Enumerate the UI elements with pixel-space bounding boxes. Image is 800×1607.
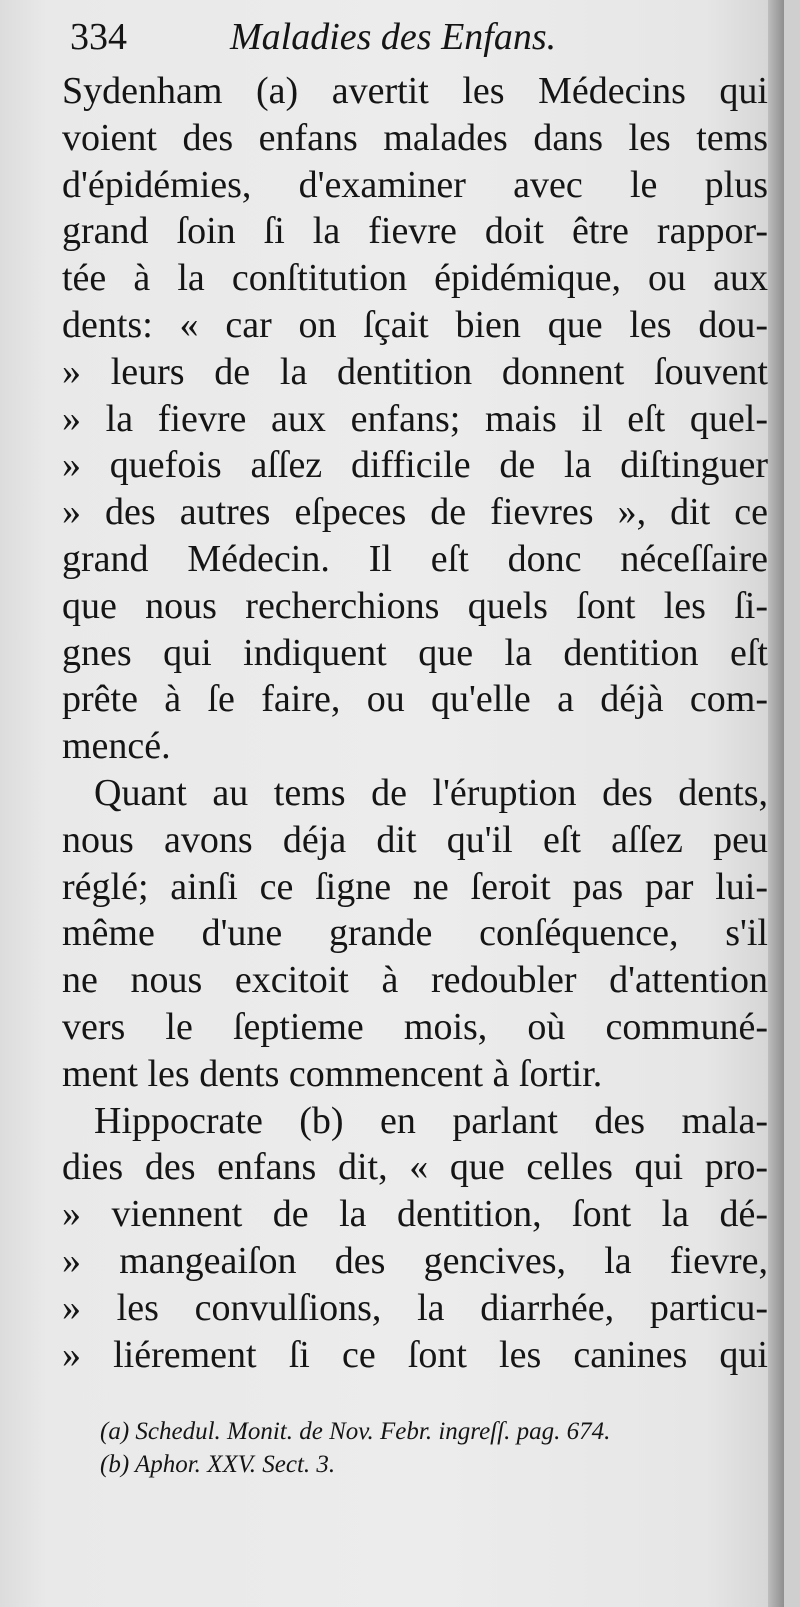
page-edge <box>768 0 784 1607</box>
text-line: grand ſoin ſi la fievre doit être rappor- <box>62 210 768 253</box>
text-line: tée à la conſtitution épidémique, ou aux <box>62 257 768 300</box>
body-text <box>62 68 768 1378</box>
text-line: Sydenham (a) avertit les Médecins qui <box>62 70 768 112</box>
text-line: prête à ſe faire, ou qu'elle a déjà com- <box>62 678 768 721</box>
text-line: ment les dents commencent à ſortir. <box>62 1052 603 1095</box>
text-line: » viennent de la dentition, ſont la dé- <box>62 1193 768 1236</box>
text-line: » liérement ſi ce ſont les canines qui <box>62 1333 768 1376</box>
text-line: nous avons déja dit qu'il eſt aſſez peu <box>62 818 768 861</box>
text-line: dies des enfans dit, « que celles qui pro- <box>62 1146 768 1189</box>
text-line: même d'une grande conſéquence, s'il <box>62 912 768 955</box>
text-line: » les convulſions, la diarrhée, particu- <box>62 1286 768 1329</box>
text-line: » des autres eſpeces de fievres », dit ce <box>62 491 768 534</box>
text-line: » mangeaiſon des gencives, la fievre, <box>62 1239 768 1282</box>
text-line: » la fievre aux enfans; mais il eſt quel- <box>62 397 768 440</box>
text-line: voient des enfans malades dans les tems <box>62 116 768 159</box>
page-header <box>70 12 770 62</box>
text-line: mencé. <box>62 725 171 768</box>
footnote-b: (b) Aphor. XXV. Sect. 3. <box>100 1451 336 1478</box>
text-line: réglé; ainſi ce ſigne ne ſeroit pas par lui- <box>62 865 768 908</box>
footnote-a: (a) Schedul. Monit. de Nov. Febr. ingreſſ. pag. 674. <box>100 1418 611 1445</box>
text-line: dents: « car on ſçait bien que les dou- <box>62 303 768 346</box>
footnotes <box>100 1415 760 1481</box>
running-title: Maladies des Enfans. <box>230 16 557 58</box>
text-line: » quefois aſſez difficile de la diſtinguer <box>62 444 768 487</box>
text-line: gnes qui indiquent que la dentition eſt <box>62 631 768 674</box>
text-line: grand Médecin. Il eſt donc néceſſaire <box>62 537 768 580</box>
page-number: 334 <box>70 16 127 58</box>
text-line: d'épidémies, d'examiner avec le plus <box>62 163 768 206</box>
text-line: ne nous excitoit à redoubler d'attention <box>62 959 768 1002</box>
text-line: Quant au tems de l'éruption des dents, <box>94 771 768 814</box>
text-line: que nous recherchions quels ſont les ſi- <box>62 584 768 627</box>
text-line: Hippocrate (b) en parlant des mala- <box>94 1099 768 1142</box>
text-line: » leurs de la dentition donnent ſouvent <box>62 350 768 393</box>
text-line: vers le ſeptieme mois, où communé- <box>62 1005 768 1048</box>
